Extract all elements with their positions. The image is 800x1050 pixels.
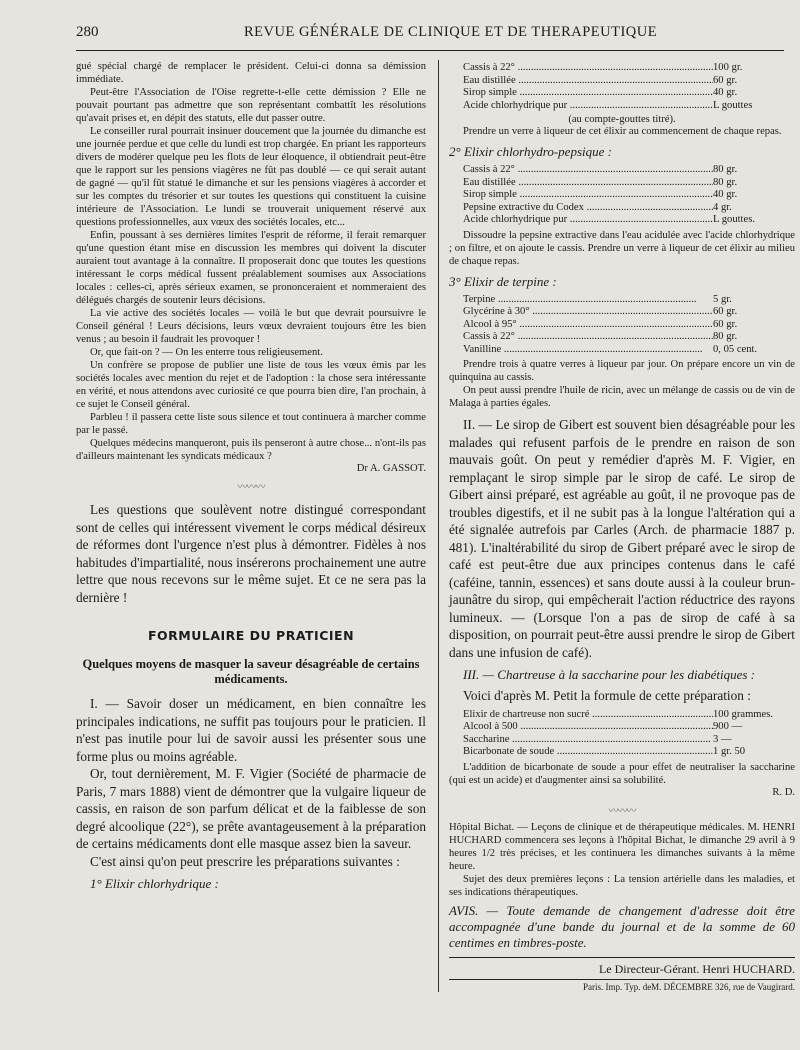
paragraph: I. — Savoir doser un médicament, en bien connaître les principales indications, ne suffit pas toujours pour le praticien. Il n'est pas inutile pour lui de savoir aussi les présenter sous une forme plus ou moins agréable. [76,696,426,764]
page-number: 280 [76,24,99,40]
recipe-heading: III. — Chartreuse à la saccharine pour les diabétiques : [463,667,755,682]
announcement: Hôpital Bichat. — Leçons de clinique et de thérapeutique médicales. M. HENRI HUCHARD commencera ses leçons à l'hôpital Bichat, le dimanche 29 avril à 9 heures 1/2 très précises, et les continuera les dimanches suivants à la même heure. [449,821,795,872]
paragraph: Or, que fait-on ? — On les enterre tous religieusement. [90,347,323,358]
paragraph: II. — Le sirop de Gibert est souvent bien désagréable pour les malades qui refusent parfois de le prendre en raison de son mauvais goût. On peut y remédier d'après M. F. Vigier, en remplaçant le sirop simple par le sirop de café. Le sirop de Gibert ainsi préparé, est agréable au goût, il ne provoque pas de troubles digestifs, et il ne subit pas à la longue l'altération qui a été signalée autrefois par Carles (Arch. de pharmacie 1887 p. 481). L'inaltérabilité du sirop de Gibert préparé avec le sirop de café est peut-être due aux principes contenus dans le café (caféine, tannin, essences) et sans doute aussi à la couleur brun-jaunâtre du sirop, qui empêcherait l'action réductrice des rayons lumineux. — (Lorsque l'on a pas de sirop de café à sa disposition, on pourrait peut-être aussi prendre le sirop de Gibert dans une infusion de café). [449,417,795,660]
recipe-row: Eau distillée ..... 80 gr. [463,177,795,190]
imprint-line: Paris. Imp. Typ. deM. DÉCEMBRE 326, rue de Vaugirard. [449,979,795,992]
recipe-heading: 2° Elixir chlorhydro-pepsique : [449,144,612,159]
paragraph: Prendre trois à quatre verres à liqueur par jour. On prépare encore un vin de quinquina au cassis. [449,359,795,383]
ornament-divider: 〰〰〰 [237,482,265,493]
paragraph: C'est ainsi qu'on peut prescrire les préparations suivantes : [90,853,400,869]
director-signature: Le Directeur-Gérant. Henri HUCHARD. [598,961,795,976]
section-subtitle: Quelques moyens de masquer la saveur désagréable de certains médicaments. [82,657,420,686]
recipe-row: Bicarbonate de soude ..... 1 gr. 50 [463,746,795,759]
signature: Dr A. GASSOT. [356,463,426,474]
paragraph: Prendre un verre à liqueur de cet élixir au commencement de chaque repas. [463,126,782,137]
paragraph: Sujet des deux premières leçons : La tension artérielle dans les maladies, et ses indications thérapeutiques. [449,873,795,898]
ornament-divider: 〰〰〰 [608,805,636,817]
recipe-row: Cassis à 22° ..... 80 gr. [463,164,795,177]
paragraph: L'addition de bicarbonate de soude a pour effet de neutraliser la saccharine (qui est un acide) et d'augmenter ainsi sa solubilité. [449,761,795,786]
recipe-row: Terpine ..... 5 gr. [463,294,795,307]
page-header [76,0,784,40]
editor-note: Les questions que soulèvent notre distingué correspondant sont de celles qui intéressent vivement le corps médical désireux de réformes dont l'urgence n'est plus à démontrer. Fidèles à nos habitudes d'impartialité, nous insérerons prochainement une autre lettre que nous recevons sur le même sujet. Et ce ne sera pas la dernière ! [76,502,426,605]
paragraph: Voici d'après M. Petit la formule de cette préparation : [463,688,751,703]
recipe-row: Vanilline ..... 0, 05 cent. [463,344,795,357]
recipe-row: Sirop simple ..... 40 gr. [463,189,795,202]
header-rule [76,50,784,51]
recipe-row: Glycérine à 30° ..... 60 gr. [463,306,795,319]
recipe-heading: 3° Elixir de terpine : [449,273,557,289]
recipe-row: Pepsine extractive du Codex ..... 4 gr. [463,202,795,215]
footer-rule [449,957,795,958]
recipe-row: Acide chlorhydrique pur ..... L gouttes [463,100,795,113]
recipe-row: Alcool à 95° ..... 60 gr. [463,319,795,332]
recipe-row: Acide chlorhydrique pur ..... L gouttes. [463,214,795,227]
paragraph: Quelques médecins manqueront, puis ils penseront à autre chose... n'ont-ils pas d'ailleurs maintenant les syndicats médicaux ? [76,438,426,462]
recipe-row: Cassis à 22° ..... 80 gr. [463,331,795,344]
paragraph: gué spécial chargé de remplacer le président. Celui-ci donna sa démission immédiate. [76,61,426,85]
journal-title: REVUE GÉNÉRALE DE CLINIQUE ET DE THERAPEUTIQUE [244,24,658,40]
paragraph: Le conseiller rural pourrait insinuer doucement que la journée du dimanche est une journée perdue et que celle du lundi est trop chargée. En priant les rapporteurs divers de modérer quelque peu les flots de leur éloquence, il obtiendrait peut-être que le rapport sur les pensions viagères ne fût pas doublé — ce qui serait autant de gagné — qu'il fût statué le dimanche et sur les pensions viagères à accorder et sur les comptes du trésorier et sur toutes les questions qui constituent la cuisine intérieure de l'Association. Le lundi se trouverait uniquement réservé aux questions professionnelles, aux vœux des sociétés locales, etc... [76,126,426,228]
recipe-row: Sirop simple ..... 40 gr. [463,87,795,100]
paragraph: Parbleu ! il passera cette liste sous silence et tout continuera à marcher comme par le passé. [76,412,426,436]
paragraph: La vie active des sociétés locales — voilà le but que devrait poursuivre le Conseil général ! Leurs décisions, leurs vœux devraient toujours être les bien venus ; au besoin il faudrait les provoquer ! [76,308,426,345]
paragraph: On peut aussi prendre l'huile de ricin, avec un mélange de cassis ou de vin de Malaga à parties égales. [449,385,795,409]
right-column [438,60,795,992]
recipe-heading: 1° Elixir chlorhydrique : [90,876,219,891]
recipe-row: Elixir de chartreuse non sucré ..... 100 grammes. [463,709,795,722]
recipe-row: Saccharine ..... 3 — [463,734,795,747]
recipe-2 [463,164,795,227]
left-column [76,60,426,992]
paragraph: Or, tout dernièrement, M. F. Vigier (Société de pharmacie de Paris, 7 mars 1888) vient de démontrer que la vulgaire liqueur de cassis, en raison de son parfum délicat et de la faiblesse de son degré alcoolique (22°), se prête avantageusement à la préparation de certains médicaments dont elle masque assez bien la saveur. [76,766,426,851]
recipe-1 [463,62,795,112]
paragraph: Un confrère se propose de publier une liste de tous les vœux émis par les sociétés locales avec mention du rejet et de l'adoption : la chose sera intéressante en vérité, et nous attendons avec curiosité ce que pourra bien dire, l'an prochain, à ce sujet le Conseil général. [76,360,426,410]
recipe-row: Eau distillée ..... 60 gr. [463,75,795,88]
recipe-4 [463,709,795,759]
signature: R. D. [772,786,795,798]
notice: AVIS. — Toute demande de changement d'adresse doit être accompagnée d'une bande du journal et de la somme de 60 centimes en timbres-poste. [449,902,795,950]
recipe-row: Cassis à 22° ..... 100 gr. [463,62,795,75]
section-title: FORMULAIRE DU PRATICIEN [147,628,355,643]
two-columns [76,60,795,992]
recipe-note: (au compte-gouttes titré). [568,114,676,125]
recipe-row: Alcool à 500 ..... 900 — [463,721,795,734]
recipe-3 [463,294,795,357]
paragraph: Dissoudre la pepsine extractive dans l'eau acidulée avec l'acide chlorhydrique ; on filtre, et on ajoute le cassis. Prendre un verre à liqueur de cet élixir au milieu de chaque repas. [449,229,795,267]
paragraph: Peut-être l'Association de l'Oise regrette-t-elle cette démission ? Elle ne pouvait pourtant pas admettre que son représentant combattît les résolutions qu'avait prises et, en dépit des statuts, elle dut passer outre. [76,87,426,124]
paragraph: Enfin, poussant à ses dernières limites l'esprit de réforme, il ferait remarquer qu'une question étant mise en discussion les membres qui doivent la discuter auraient tout avantage à la connaître. Il proposerait donc que toutes les questions intéressant le corps médical fussent préalablement soumises aux Associations locales : celles-ci, après sérieux examen, se prononceraient et nommeraient des délégués chargés de soutenir leurs décisions. [76,230,426,306]
